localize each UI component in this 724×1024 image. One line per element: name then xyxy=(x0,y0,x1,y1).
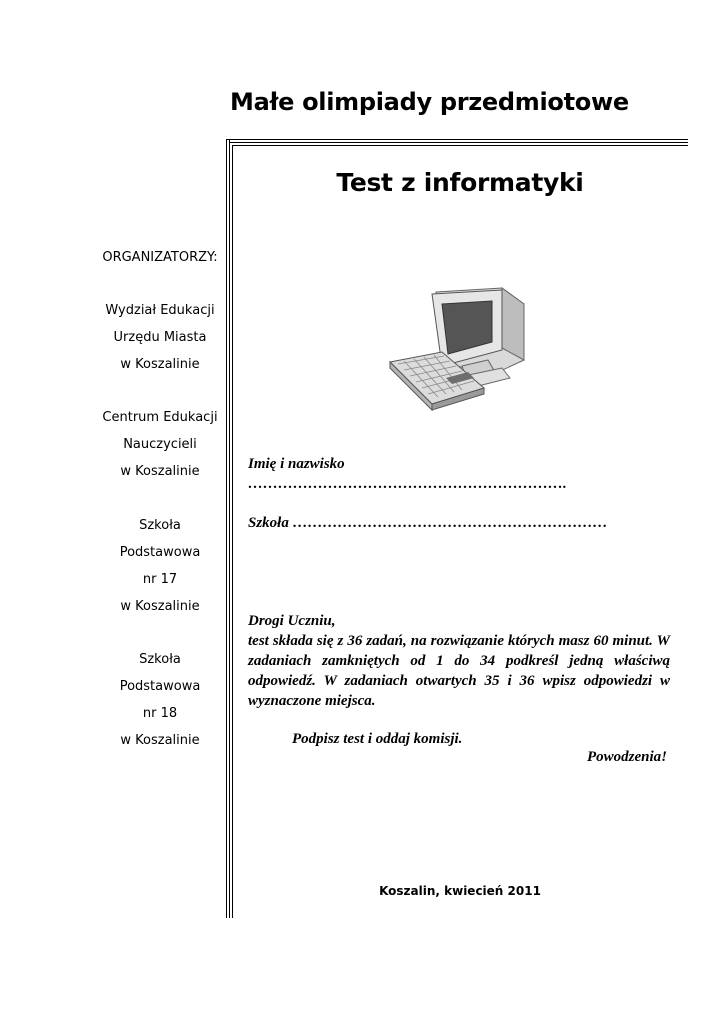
org3-line1: Szkoła xyxy=(139,518,181,533)
organizers-heading: ORGANIZATORZY: xyxy=(102,250,218,265)
left-rule-3 xyxy=(232,145,233,918)
instructions-text: test składa się z 36 zadań, na rozwiązanie których masz 60 minut. W zadaniach zamkniętych od 1 do 34 podkreśl jedną właściwą odpowiedź. W zadaniach otwartych 35 i 36 wpisz odpowiedzi w wyznaczone miejsca. xyxy=(248,633,670,709)
greeting: Drogi Uczniu, xyxy=(248,613,336,629)
org4-line1: Szkoła xyxy=(139,652,181,667)
org4-line3: nr 18 xyxy=(142,706,178,721)
org3-line4: w Koszalinie xyxy=(120,599,200,614)
org1-line3: w Koszalinie xyxy=(120,357,200,372)
org2-line1: Centrum Edukacji xyxy=(102,410,218,425)
org2-line2: Nauczycieli xyxy=(123,437,197,452)
computer-icon xyxy=(384,282,534,418)
sign-instruction: Podpisz test i oddaj komisji. xyxy=(292,731,463,747)
top-rule-3 xyxy=(232,145,688,146)
top-rule-2 xyxy=(229,142,688,143)
org4-line2: Podstawowa xyxy=(119,679,201,694)
name-field[interactable]: ………………………………………………………. xyxy=(248,476,567,492)
name-label: Imię i nazwisko xyxy=(248,456,345,472)
test-title: Test z informatyki xyxy=(336,168,584,197)
org2-line3: w Koszalinie xyxy=(120,464,200,479)
org4-line4: w Koszalinie xyxy=(120,733,200,748)
org1-line2: Urzędu Miasta xyxy=(113,330,207,345)
good-luck: Powodzenia! xyxy=(586,749,667,765)
org3-line3: nr 17 xyxy=(142,572,178,587)
header-title: Małe olimpiady przedmiotowe xyxy=(230,88,629,116)
school-field[interactable]: Szkoła ……………………………………………………… xyxy=(248,515,608,531)
top-rule-1 xyxy=(226,139,688,140)
org1-line1: Wydział Edukacji xyxy=(105,303,215,318)
org3-line2: Podstawowa xyxy=(119,545,201,560)
footer-place-date: Koszalin, kwiecień 2011 xyxy=(379,884,541,898)
